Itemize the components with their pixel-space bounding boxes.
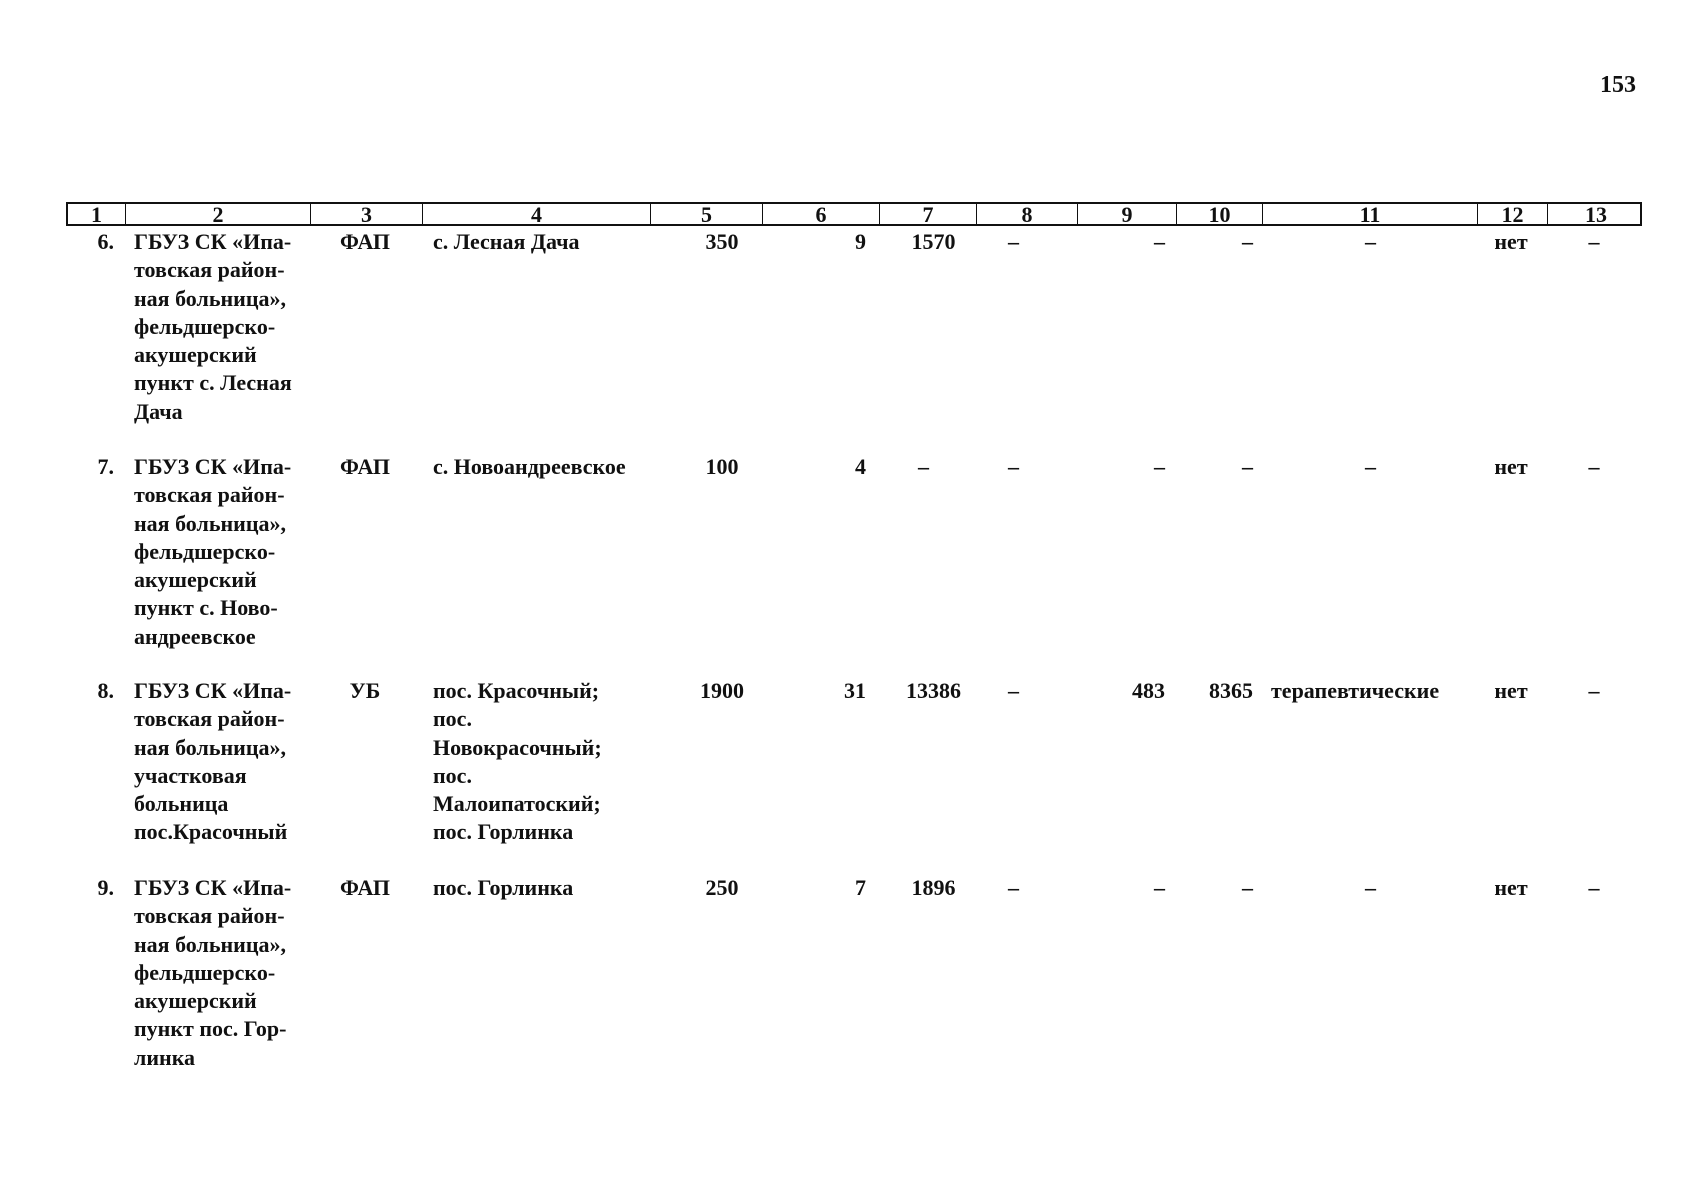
column-header: 8 <box>977 204 1078 226</box>
locality: пос. Горлинка <box>433 875 574 900</box>
cell-col11: – <box>1365 875 1376 900</box>
cell-col13: – <box>1588 678 1600 703</box>
cell-col6: 9 <box>855 229 866 254</box>
column-header: 3 <box>311 204 423 226</box>
row-number: 6. <box>97 229 114 254</box>
locality: с. Лесная Дача <box>433 229 580 254</box>
cell-col5: 1900 <box>700 678 744 703</box>
cell-col13: – <box>1588 454 1600 479</box>
column-header: 1 <box>68 204 126 226</box>
institution-name: ГБУЗ СК «Ипа- товская район- ная больница», фельдшерско- акушерский пункт с. Ново- андреевское <box>134 454 292 649</box>
cell-col8: – <box>1008 454 1019 479</box>
cell-col12: нет <box>1494 678 1528 703</box>
locality: с. Новоандреевское <box>433 454 626 479</box>
institution-type: ФАП <box>340 229 390 254</box>
cell-col13: – <box>1588 229 1600 254</box>
row-number: 7. <box>97 454 114 479</box>
page-number: 153 <box>1600 72 1636 98</box>
locality: пос. Красочный; пос. Новокрасочный; пос. Малоипатоский; пос. Горлинка <box>433 678 602 845</box>
table-row <box>66 874 1642 1094</box>
cell-col12: нет <box>1494 454 1528 479</box>
cell-col8: – <box>1008 229 1019 254</box>
column-header: 2 <box>126 204 311 226</box>
cell-col12: нет <box>1494 229 1528 254</box>
cell-col10: – <box>1242 875 1253 900</box>
institution-type: ФАП <box>340 875 390 900</box>
institution-name: ГБУЗ СК «Ипа- товская район- ная больница», фельдшерско- акушерский пункт с. Лесная Дача <box>134 229 292 424</box>
cell-col7: 1896 <box>911 875 956 900</box>
column-header: 12 <box>1478 204 1548 226</box>
cell-col5: 350 <box>705 229 739 254</box>
cell-col6: 4 <box>855 454 866 479</box>
column-header: 7 <box>880 204 977 226</box>
cell-col9: 483 <box>1132 678 1165 703</box>
cell-col9: – <box>1154 875 1165 900</box>
cell-col11: терапевтические <box>1271 678 1440 703</box>
institution-type: УБ <box>349 678 381 703</box>
row-number: 8. <box>97 678 114 703</box>
column-header: 5 <box>651 204 763 226</box>
institution-name: ГБУЗ СК «Ипа- товская район- ная больница», фельдшерско- акушерский пункт пос. Гор- линка <box>134 875 292 1070</box>
column-header: 9 <box>1078 204 1177 226</box>
institution-type: ФАП <box>340 454 390 479</box>
cell-col10: – <box>1242 454 1253 479</box>
cell-col5: 250 <box>705 875 739 900</box>
column-header: 10 <box>1177 204 1263 226</box>
row-number: 9. <box>97 875 114 900</box>
table-row <box>66 228 1642 453</box>
cell-col11: – <box>1365 229 1376 254</box>
table-header <box>66 202 1642 226</box>
table-row <box>66 677 1642 874</box>
cell-col8: – <box>1008 875 1019 900</box>
cell-col5: 100 <box>705 454 739 479</box>
cell-col12: нет <box>1494 875 1528 900</box>
cell-col7: – <box>918 454 929 479</box>
column-header: 13 <box>1585 202 1607 227</box>
cell-col7: 1570 <box>911 229 956 254</box>
cell-col6: 31 <box>844 678 866 703</box>
cell-col7: 13386 <box>906 678 961 703</box>
institution-name: ГБУЗ СК «Ипа- товская район- ная больница», участковая больница пос.Красочный <box>134 678 292 845</box>
cell-col9: – <box>1154 454 1165 479</box>
cell-col6: 7 <box>855 875 866 900</box>
cell-col11: – <box>1365 454 1376 479</box>
cell-col13: – <box>1588 875 1600 900</box>
cell-col9: – <box>1154 229 1165 254</box>
cell-col10: 8365 <box>1209 678 1253 703</box>
table-body <box>66 228 1642 1094</box>
table-row <box>66 453 1642 677</box>
column-header: 6 <box>763 204 880 226</box>
cell-col8: – <box>1008 678 1019 703</box>
column-header: 4 <box>423 204 651 226</box>
column-header: 11 <box>1263 204 1478 226</box>
cell-col10: – <box>1242 229 1253 254</box>
